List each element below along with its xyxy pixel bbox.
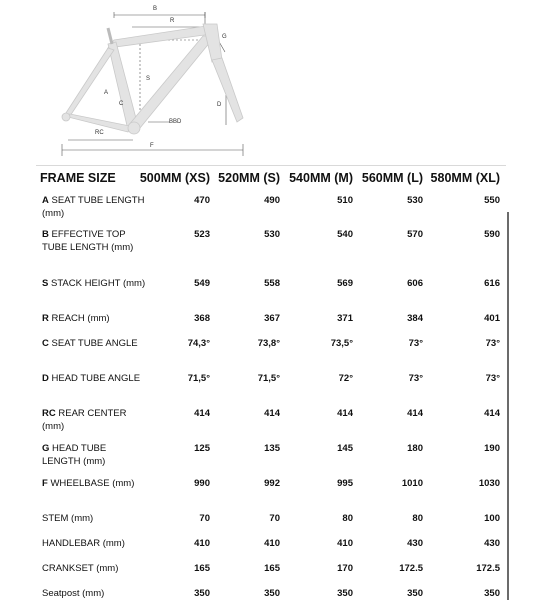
row-code: F <box>42 478 48 489</box>
frame-geometry-diagram <box>0 0 547 160</box>
row-code: D <box>42 373 49 384</box>
row-label <box>42 337 146 350</box>
row-value: 70 <box>199 513 210 524</box>
row-value: 414 <box>407 408 423 419</box>
row-value: 73,5° <box>330 338 353 349</box>
row-value: 430 <box>407 538 423 549</box>
row-value: 530 <box>407 195 423 206</box>
row-label-text: REACH (mm) <box>51 313 110 324</box>
row-value: 570 <box>407 229 423 240</box>
row-label <box>42 442 146 468</box>
dim-label-bbd: BBD <box>169 119 182 125</box>
row-label <box>42 277 146 290</box>
row-value: 616 <box>484 278 500 289</box>
row-label <box>42 537 146 550</box>
header-size-xs: 500MM (XS) <box>139 171 210 185</box>
dim-label-s: S <box>146 76 151 82</box>
row-value: 367 <box>264 313 280 324</box>
row-value: 470 <box>194 195 210 206</box>
row-label <box>42 512 146 525</box>
row-label <box>42 372 146 385</box>
row-value: 70 <box>269 513 280 524</box>
row-code: G <box>42 443 50 454</box>
row-label-text: STEM (mm) <box>42 513 94 524</box>
row-code: RC <box>42 408 56 419</box>
row-value: 165 <box>264 563 280 574</box>
row-label <box>42 477 146 490</box>
header-size-l: 560MM (L) <box>361 171 423 185</box>
row-value: 410 <box>337 538 353 549</box>
dim-label-b: B <box>153 6 158 12</box>
row-value: 165 <box>194 563 210 574</box>
row-label-text: HEAD TUBE ANGLE <box>51 373 141 384</box>
row-code: B <box>42 229 49 240</box>
row-label-text: CRANKSET (mm) <box>42 563 119 574</box>
row-value: 73° <box>408 373 423 384</box>
row-value: 990 <box>194 478 210 489</box>
row-value: 73° <box>485 373 500 384</box>
row-value: 350 <box>484 588 500 599</box>
row-value: 606 <box>407 278 423 289</box>
row-value: 523 <box>194 229 210 240</box>
row-value: 350 <box>264 588 280 599</box>
row-value: 125 <box>194 443 210 454</box>
row-value: 71,5° <box>187 373 210 384</box>
row-value: 72° <box>338 373 353 384</box>
row-label <box>42 312 146 325</box>
row-value: 995 <box>337 478 353 489</box>
row-value: 73° <box>485 338 500 349</box>
row-value: 172.5 <box>399 563 423 574</box>
row-value: 414 <box>337 408 353 419</box>
row-label-text: REAR CENTER (mm) <box>42 408 127 432</box>
row-value: 549 <box>194 278 210 289</box>
row-label-text: Seatpost (mm) <box>42 588 105 599</box>
row-value: 74,3° <box>187 338 210 349</box>
row-value: 992 <box>264 478 280 489</box>
dim-label-r: R <box>170 18 175 24</box>
row-label-text: STACK HEIGHT (mm) <box>50 278 146 289</box>
row-value: 590 <box>484 229 500 240</box>
row-value: 73,8° <box>257 338 280 349</box>
row-value: 414 <box>484 408 500 419</box>
row-code: R <box>42 313 49 324</box>
row-value: 569 <box>337 278 353 289</box>
row-code: A <box>42 195 49 206</box>
scrollbar[interactable] <box>507 212 509 600</box>
row-value: 410 <box>194 538 210 549</box>
row-value: 550 <box>484 195 500 206</box>
row-code: S <box>42 278 49 289</box>
row-value: 170 <box>337 563 353 574</box>
row-value: 1030 <box>478 478 500 489</box>
row-value: 414 <box>264 408 280 419</box>
dim-label-c: C <box>119 101 124 107</box>
dim-label-f: F <box>150 143 154 149</box>
row-value: 80 <box>342 513 353 524</box>
row-label <box>42 562 146 575</box>
row-value: 558 <box>264 278 280 289</box>
row-value: 510 <box>337 195 353 206</box>
row-code: C <box>42 338 49 349</box>
bike-frame-drawing <box>0 0 547 160</box>
row-value: 371 <box>337 313 353 324</box>
row-value: 401 <box>484 313 500 324</box>
row-label-text: WHEELBASE (mm) <box>50 478 135 489</box>
row-label <box>42 228 146 254</box>
row-value: 73° <box>408 338 423 349</box>
row-value: 190 <box>484 443 500 454</box>
row-value: 540 <box>337 229 353 240</box>
row-value: 350 <box>407 588 423 599</box>
row-value: 145 <box>337 443 353 454</box>
row-label <box>42 587 146 600</box>
row-value: 410 <box>264 538 280 549</box>
row-value: 172.5 <box>476 563 500 574</box>
row-label-text: HEAD TUBE LENGTH (mm) <box>42 443 107 467</box>
row-value: 350 <box>194 588 210 599</box>
row-value: 368 <box>194 313 210 324</box>
dim-label-g: G <box>222 34 227 40</box>
header-size-s: 520MM (S) <box>218 171 280 185</box>
dim-label-d: D <box>217 102 222 108</box>
row-value: 414 <box>194 408 210 419</box>
row-label-text: SEAT TUBE LENGTH (mm) <box>42 195 145 219</box>
dim-label-a: A <box>104 90 109 96</box>
row-label-text: SEAT TUBE ANGLE <box>51 338 138 349</box>
row-label <box>42 407 146 433</box>
row-value: 180 <box>407 443 423 454</box>
row-value: 490 <box>264 195 280 206</box>
row-label-text: EFFECTIVE TOP TUBE LENGTH (mm) <box>42 229 134 253</box>
row-value: 100 <box>484 513 500 524</box>
row-label-text: HANDLEBAR (mm) <box>42 538 125 549</box>
dim-label-rc: RC <box>95 130 104 136</box>
row-value: 430 <box>484 538 500 549</box>
row-label <box>42 194 146 220</box>
row-value: 71,5° <box>257 373 280 384</box>
row-value: 80 <box>412 513 423 524</box>
header-frame-size: FRAME SIZE <box>40 171 116 185</box>
row-value: 384 <box>407 313 423 324</box>
row-value: 1010 <box>401 478 423 489</box>
header-size-m: 540MM (M) <box>289 171 353 185</box>
row-value: 350 <box>337 588 353 599</box>
row-value: 530 <box>264 229 280 240</box>
header-size-xl: 580MM (XL) <box>430 171 500 185</box>
row-value: 135 <box>264 443 280 454</box>
